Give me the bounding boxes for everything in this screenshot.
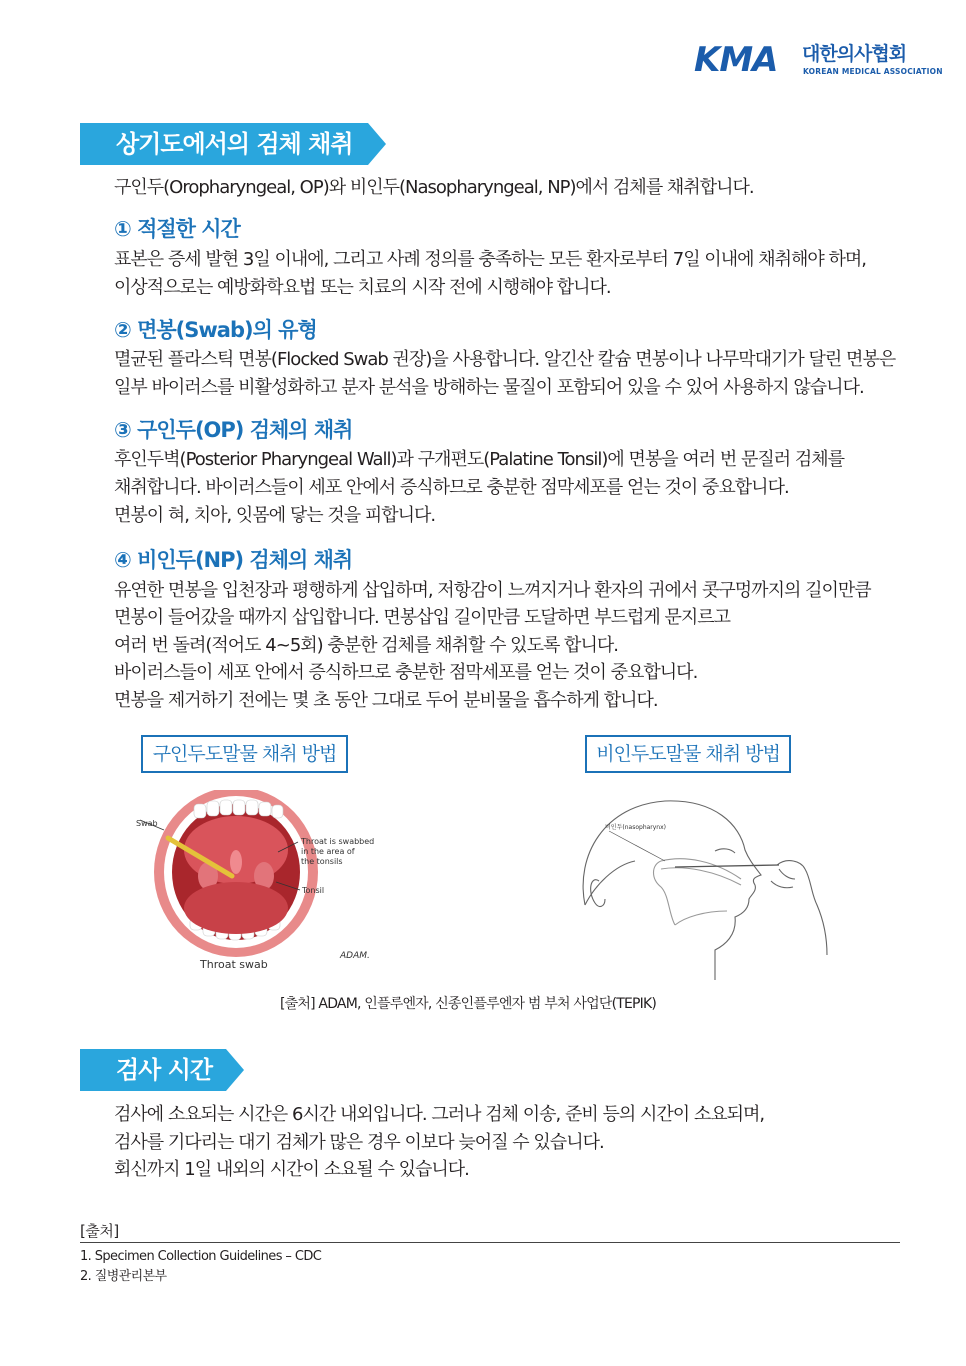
label-throat-swab: Throat swab xyxy=(200,958,268,971)
heading-op-collection: ③ 구인두(OP) 검체의 채취 xyxy=(114,418,353,442)
heading-swab-type: ② 면봉(Swab)의 유형 xyxy=(114,318,317,342)
paragraph-line: 검사를 기다리는 대기 검체가 많은 경우 이보다 늦어질 수 있습니다. xyxy=(114,1132,604,1153)
paragraph-line: 유연한 면봉을 입천장과 평행하게 삽입하며, 저항감이 느껴지거나 환자의 귀에서 콧구멍까지의 길이만큼 xyxy=(114,580,871,601)
source-item: 1. Specimen Collection Guidelines – CDC xyxy=(80,1249,322,1264)
source-item: 2. 질병관리본부 xyxy=(80,1269,167,1284)
paragraph-line: 바이러스들이 세포 안에서 증식하므로 충분한 점막세포를 얻는 것이 중요합니다. xyxy=(114,662,698,683)
paragraph-line: 이상적으로는 예방화학요법 또는 치료의 시작 전에 시행해야 합니다. xyxy=(114,277,611,298)
heading-timing: ① 적절한 시간 xyxy=(114,217,240,241)
paragraph-line: 면봉을 제거하기 전에는 몇 초 동안 그대로 두어 분비물을 흡수하게 합니다. xyxy=(114,690,658,711)
paragraph-line: 일부 바이러스를 비활성화하고 분자 분석을 방해하는 물질이 포함되어 있을 수 있어 사용하지 않습니다. xyxy=(114,377,864,398)
kma-logo xyxy=(694,40,943,80)
paragraph-line: 후인두벽(Posterior Pharyngeal Wall)과 구개편도(Palatine Tonsil)에 면봉을 여러 번 문질러 검체를 xyxy=(114,449,845,470)
figure-label-nose: 비인두도말물 채취 방법 xyxy=(585,735,791,773)
nasopharyngeal-swab-illustration xyxy=(565,795,835,980)
section-title: 검사 시간 xyxy=(116,1056,213,1084)
paragraph-line: 여러 번 돌려(적어도 4~5회) 충분한 검체를 채취할 수 있도록 합니다. xyxy=(114,635,618,656)
paragraph-line: 멸균된 플라스틱 면봉(Flocked Swab 권장)을 사용합니다. 알긴산 칼슘 면봉이나 나무막대기가 달린 면봉은 xyxy=(114,349,896,370)
sources-title: [출처] xyxy=(80,1222,119,1240)
label-nasopharynx: 비인두(nasopharynx) xyxy=(605,824,667,831)
label-tonsil: Tonsil xyxy=(302,886,325,895)
paragraph-line: 면봉이 혀, 치아, 잇몸에 닿는 것을 피합니다. xyxy=(114,505,436,526)
label-throat-note: Throat is swabbed xyxy=(301,837,375,846)
label-throat-note: the tonsils xyxy=(301,857,343,866)
logo-name-en: KOREAN MEDICAL ASSOCIATION xyxy=(803,67,943,76)
paragraph-line: 검사에 소요되는 시간은 6시간 내외입니다. 그러나 검체 이송, 준비 등의 시간이 소요되며, xyxy=(114,1104,765,1125)
logo-mark: KMA xyxy=(694,40,778,80)
paragraph-line: 표본은 증세 발현 3일 이내에, 그리고 사례 정의를 충족하는 모든 환자로부터 7일 이내에 채취해야 하며, xyxy=(114,249,866,270)
paragraph-line: 채취합니다. 바이러스들이 세포 안에서 증식하므로 충분한 점막세포를 얻는 것이 중요합니다. xyxy=(114,477,789,498)
section-banner-specimen xyxy=(80,123,386,165)
heading-np-collection: ④ 비인두(NP) 검체의 채취 xyxy=(114,548,353,572)
sources-divider xyxy=(80,1242,900,1243)
paragraph-line: 회신까지 1일 내외의 시간이 소요될 수 있습니다. xyxy=(114,1159,469,1180)
logo-name-ko: 대한의사협회 xyxy=(802,43,907,65)
label-swab: Swab xyxy=(136,819,158,828)
paragraph-line: 면봉이 들어갔을 때까지 삽입합니다. 면봉삽입 길이만큼 도달하면 부드럽게 문지르고 xyxy=(114,607,731,628)
section-intro: 구인두(Oropharyngeal, OP)와 비인두(Nasopharyngeal, NP)에서 검체를 채취합니다. xyxy=(114,177,754,198)
label-adam-credit: ADAM. xyxy=(340,951,370,961)
figure-label-throat: 구인두도말물 채취 방법 xyxy=(141,735,348,773)
throat-swab-illustration xyxy=(128,790,408,980)
figure-caption: [출처] ADAM, 인플루엔자, 신종인플루엔자 범 부처 사업단(TEPIK) xyxy=(280,996,657,1012)
label-throat-note: in the area of xyxy=(301,847,355,856)
section-banner-test-time xyxy=(80,1049,244,1091)
section-title: 상기도에서의 검체 채취 xyxy=(116,130,353,158)
